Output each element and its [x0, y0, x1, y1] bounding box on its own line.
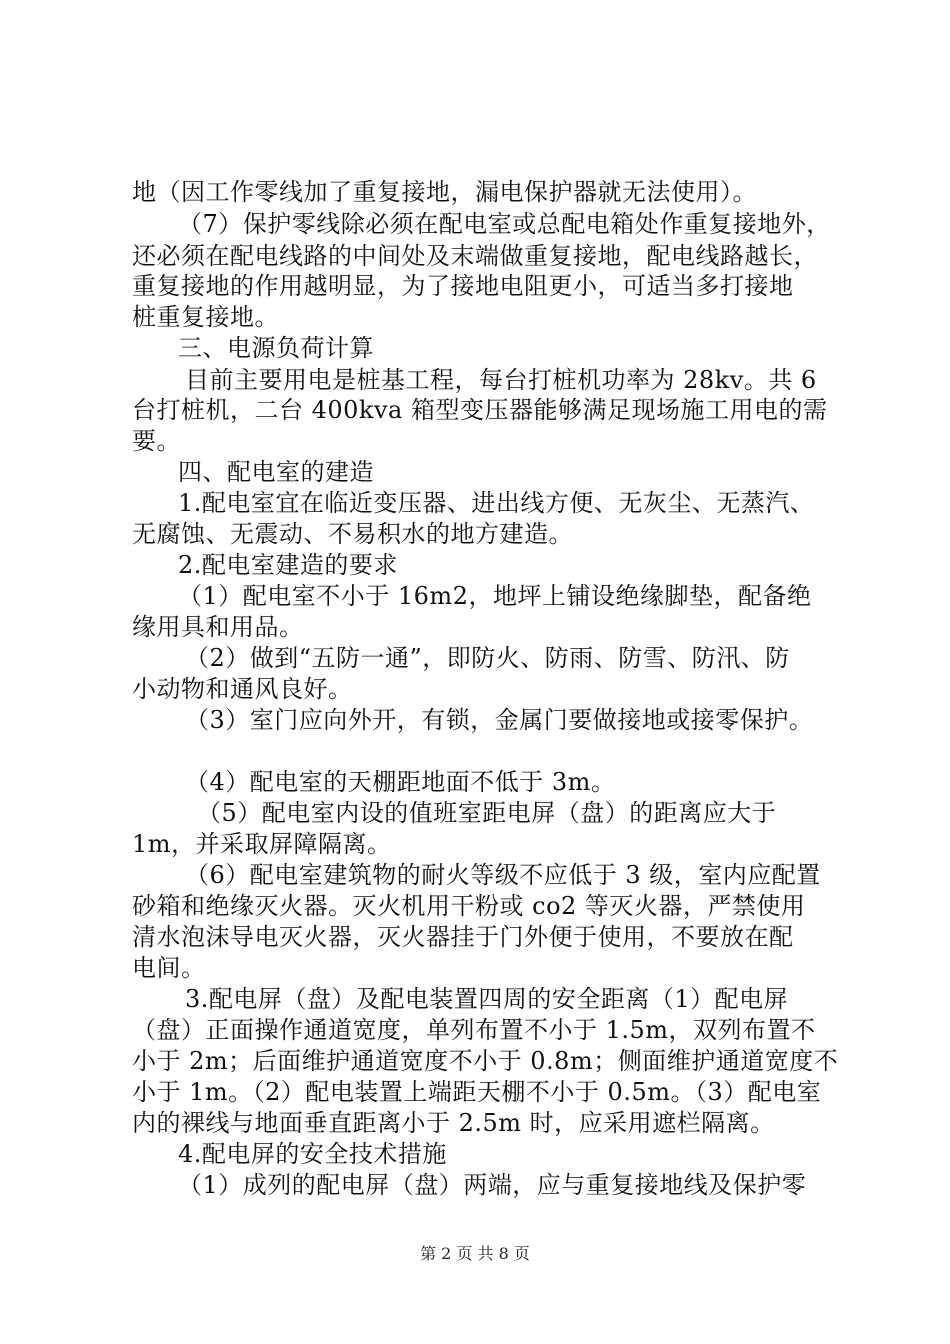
text-line: 缘用具和用品。: [132, 613, 304, 641]
section-heading: 四、配电室的建造: [178, 458, 374, 486]
text-line: 要。: [132, 427, 181, 455]
text-line: 无腐蚀、无震动、不易积水的地方建造。: [132, 520, 573, 548]
text-line: 小动物和通风良好。: [132, 675, 353, 703]
text-line: 地（因工作零线加了重复接地，漏电保护器就无法使用）。: [132, 178, 757, 206]
text-line: 清水泡沫导电灭火器，灭火器挂于门外便于使用，不要放在配: [132, 923, 794, 951]
subsection-heading: 3.配电屏（盘）及配电装置四周的安全距离（1）配电屏: [185, 985, 789, 1013]
subsection-heading: 2.配电室建造的要求: [178, 551, 398, 579]
text-line: （6）配电室建筑物的耐火等级不应低于 3 级，室内应配置: [185, 861, 821, 889]
text-line: 小于 2m；后面维护通道宽度不小于 0.8m；侧面维护通道宽度不: [132, 1047, 839, 1075]
text-line: 1m，并采取屏障隔离。: [132, 830, 392, 858]
text-line: （3）室门应向外开，有锁，金属门要做接地或接零保护。: [185, 706, 814, 734]
section-heading: 三、电源负荷计算: [178, 334, 374, 362]
text-line: 目前主要用电是桩基工程，每台打桩机功率为 28kv。共 6: [185, 366, 817, 394]
text-line: 重复接地的作用越明显，为了接地电阻更小，可适当多打接地: [132, 272, 794, 300]
text-line: 还必须在配电线路的中间处及末端做重复接地，配电线路越长，: [132, 242, 818, 270]
text-line: （1）成列的配电屏（盘）两端，应与重复接地线及保护零: [178, 1171, 807, 1199]
text-line: （5）配电室内设的值班室距电屏（盘）的距离应大于: [197, 799, 777, 827]
text-line: 电间。: [132, 954, 206, 982]
subsection-heading: 4.配电屏的安全技术措施: [178, 1140, 447, 1168]
text-line: 砂箱和绝缘灭火器。灭火机用干粉或 co2 等灭火器，严禁使用: [132, 892, 806, 920]
text-line: 内的裸线与地面垂直距离小于 2.5m 时，应采用遮栏隔离。: [132, 1109, 775, 1137]
text-line: （1）配电室不小于 16m2，地坪上铺设绝缘脚垫，配备绝: [178, 582, 812, 610]
text-line: （7）保护零线除必须在配电室或总配电箱处作重复接地外，: [178, 210, 831, 238]
page-footer: 第 2 页 共 8 页: [420, 1244, 530, 1263]
text-line: （4）配电室的天棚距地面不低于 3m。: [185, 768, 616, 796]
text-line: （盘）正面操作通道宽度，单列布置不小于 1.5m，双列布置不: [132, 1016, 816, 1044]
text-line: （2）做到“五防一通”，即防火、防雨、防雪、防汛、防: [185, 644, 790, 672]
text-line: 台打桩机，二台 400kva 箱型变压器能够满足现场施工用电的需: [132, 396, 828, 424]
text-line: 小于 1m。（2）配电装置上端距天棚不小于 0.5m。（3）配电室: [132, 1078, 822, 1106]
text-line: 桩重复接地。: [132, 303, 279, 331]
text-line: 1.配电室宜在临近变压器、进出线方便、无灰尘、无蒸汽、: [178, 489, 815, 517]
